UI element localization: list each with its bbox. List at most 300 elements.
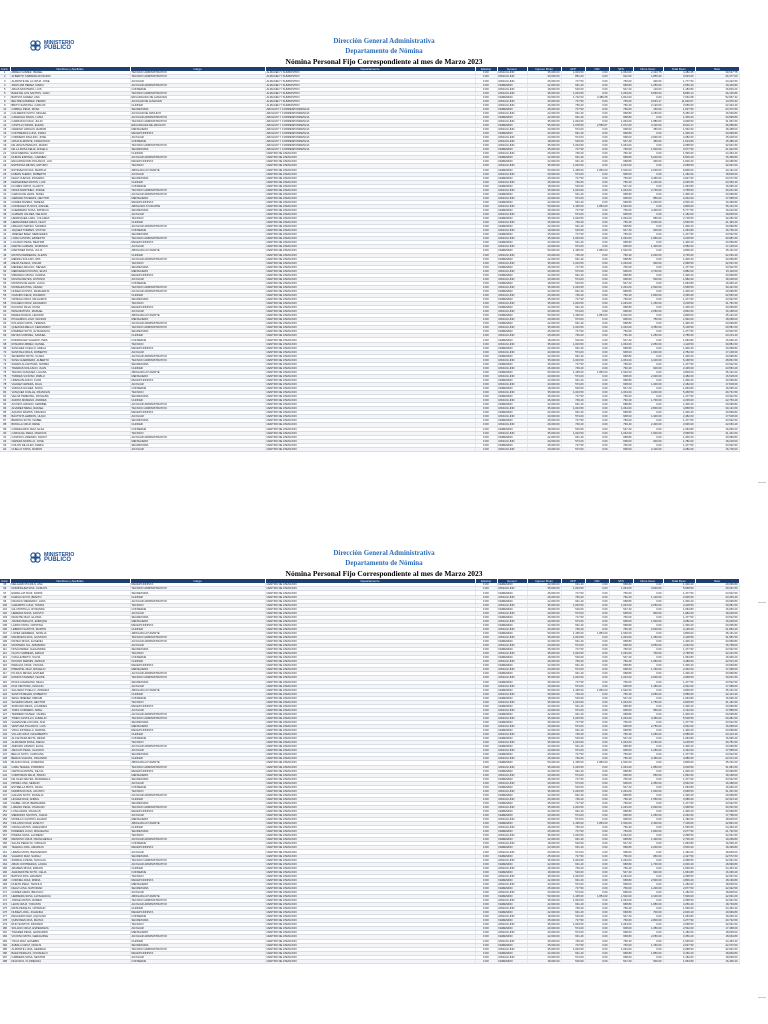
col-otros-desc: 2,150.00 bbox=[633, 741, 663, 745]
col-cargo: CHOFER bbox=[130, 221, 265, 225]
col-cargo: AUXILIAR bbox=[130, 213, 265, 217]
col-departamento: CENTRO DE ATENCION bbox=[265, 664, 475, 668]
col-sfs: 790.40 bbox=[609, 692, 633, 696]
col-isr: 0.00 bbox=[585, 136, 609, 140]
col-estatus: FIJO bbox=[475, 656, 497, 660]
col-cant: 147 bbox=[0, 793, 10, 797]
col-departamento: CENTRO DE ATENCION bbox=[265, 814, 475, 818]
col-cargo: TECNICO bbox=[130, 874, 265, 878]
col-afp: 631.40 bbox=[561, 306, 585, 310]
col-ingreso-bruto: 25,000.00 bbox=[527, 854, 561, 858]
col-cant: 174 bbox=[0, 903, 10, 907]
col-otros-desc: 0.00 bbox=[633, 931, 663, 935]
col-estatus: FIJO bbox=[475, 217, 497, 221]
col-total-desc: 1,563.80 bbox=[663, 959, 695, 963]
col-ingreso-bruto: 22,000.00 bbox=[527, 156, 561, 160]
col-isr: 0.00 bbox=[585, 87, 609, 91]
col-ingreso-bruto: 35,000.00 bbox=[527, 285, 561, 289]
col-isr: 0.00 bbox=[585, 749, 609, 753]
col-ingreso-bruto: 25,000.00 bbox=[527, 148, 561, 152]
col-isr: 0.00 bbox=[585, 245, 609, 249]
col-isr: 0.00 bbox=[585, 777, 609, 781]
col-sfs: 1,672.00 bbox=[609, 124, 633, 128]
col-cant: 99 bbox=[0, 599, 10, 603]
col-isr: 0.00 bbox=[585, 213, 609, 217]
col-cargo: TECNICO ADMINISTRATIVO bbox=[130, 144, 265, 148]
col-nombre: CONTRERAS LUNA, DIANA bbox=[10, 132, 130, 136]
col-neto-header: Neto bbox=[695, 67, 739, 71]
col-departamento: CENTRO DE ATENCION bbox=[265, 907, 475, 911]
col-isr: 0.00 bbox=[585, 107, 609, 111]
col-nombre: BAEZ PERALTA, CONSUELO bbox=[10, 951, 130, 955]
col-otros-desc: 0.00 bbox=[633, 354, 663, 358]
col-afp: 1,004.50 bbox=[561, 144, 585, 148]
col-isr: 0.00 bbox=[585, 443, 609, 447]
col-estatus: FIJO bbox=[475, 196, 497, 200]
col-estatus: FIJO bbox=[475, 761, 497, 765]
col-sfs: 668.80 bbox=[609, 257, 633, 261]
col-nombre: ORTEGA CRUZ, MILAGROS bbox=[10, 298, 130, 302]
col-isr: 0.00 bbox=[585, 640, 609, 644]
col-total-desc: 1,300.20 bbox=[663, 712, 695, 716]
col-cant: 33 bbox=[0, 200, 10, 204]
col-estatus: FIJO bbox=[475, 419, 497, 423]
col-neto: 16,936.20 bbox=[695, 696, 739, 700]
col-sfs: 760.00 bbox=[609, 591, 633, 595]
col-departamento: CENTRO DE ATENCION bbox=[265, 915, 475, 919]
col-afp: 1,004.50 bbox=[561, 676, 585, 680]
col-otros-desc: 850.00 bbox=[633, 196, 663, 200]
col-total-desc: 1,063.80 bbox=[663, 785, 695, 789]
col-genero: FEMENINO bbox=[497, 95, 527, 99]
payroll-table-2-container bbox=[0, 579, 739, 964]
col-departamento: CENTRO DE ATENCION bbox=[265, 383, 475, 387]
col-isr: 0.00 bbox=[585, 439, 609, 443]
col-ingreso-bruto: 18,000.00 bbox=[527, 338, 561, 342]
col-isr: 0.00 bbox=[585, 672, 609, 676]
col-cant: 108 bbox=[0, 636, 10, 640]
col-total-desc: 1,063.80 bbox=[663, 842, 695, 846]
col-cant: 57 bbox=[0, 298, 10, 302]
col-ingreso-bruto: 20,000.00 bbox=[527, 773, 561, 777]
col-cargo: AUXILIAR ADMINISTRATIVO bbox=[130, 354, 265, 358]
col-cargo: CHOFER bbox=[130, 826, 265, 830]
col-afp: 574.00 bbox=[561, 128, 585, 132]
col-genero: MASCULINO bbox=[497, 708, 527, 712]
col-otros-desc: 2,650.00 bbox=[633, 310, 663, 314]
col-otros-desc: 0.00 bbox=[633, 874, 663, 878]
col-isr: 0.00 bbox=[585, 656, 609, 660]
col-sfs: 547.20 bbox=[609, 184, 633, 188]
col-total-desc: 7,032.68 bbox=[663, 95, 695, 99]
col-neto: 16,518.00 bbox=[695, 374, 739, 378]
col-isr: 0.00 bbox=[585, 619, 609, 623]
col-nombre: MIRANDA OZUNA, KARINA bbox=[10, 273, 130, 277]
col-departamento: CENTRO DE ATENCION bbox=[265, 423, 475, 427]
col-otros-desc: 0.00 bbox=[633, 443, 663, 447]
col-cant: 182 bbox=[0, 935, 10, 939]
col-isr: 1,854.00 bbox=[585, 895, 609, 899]
col-departamento: CENTRO DE ATENCION bbox=[265, 866, 475, 870]
col-sfs: 760.00 bbox=[609, 298, 633, 302]
col-estatus: FIJO bbox=[475, 298, 497, 302]
col-afp: 1,004.50 bbox=[561, 119, 585, 123]
col-genero: MASCULINO bbox=[497, 180, 527, 184]
col-cargo: SECRETARIA bbox=[130, 330, 265, 334]
col-afp: 631.40 bbox=[561, 83, 585, 87]
col-cargo: ABOGADA AYUDANTE bbox=[130, 688, 265, 692]
col-nombre: TEJADA VASQUEZ, LILIANA bbox=[10, 370, 130, 374]
col-isr: 0.00 bbox=[585, 834, 609, 838]
col-neto: 29,581.50 bbox=[695, 326, 739, 330]
col-neto: 19,299.80 bbox=[695, 838, 739, 842]
col-isr: 0.00 bbox=[585, 882, 609, 886]
col-nombre: PICHARDO LUGO, WILSON bbox=[10, 318, 130, 322]
col-cant: 140 bbox=[0, 765, 10, 769]
col-cargo: SECRETARIA bbox=[130, 233, 265, 237]
col-isr: 0.00 bbox=[585, 753, 609, 757]
col-genero: FEMENINO bbox=[497, 878, 527, 882]
col-estatus: FIJO bbox=[475, 587, 497, 591]
col-afp: 717.50 bbox=[561, 830, 585, 834]
col-genero: FEMENINO bbox=[497, 403, 527, 407]
col-neto: 18,749.80 bbox=[695, 903, 739, 907]
col-cargo: AUXILIAR ADMINISTRATIVO bbox=[130, 672, 265, 676]
col-cant: 71 bbox=[0, 354, 10, 358]
col-total-desc: 1,300.20 bbox=[663, 273, 695, 277]
col-nombre: ARAUJO PEÑA, CLAUDIO bbox=[10, 749, 130, 753]
col-cargo: CONSERJE bbox=[130, 87, 265, 91]
col-otros-desc: 1,150.00 bbox=[633, 668, 663, 672]
col-ingreso-bruto: 25,000.00 bbox=[527, 79, 561, 83]
col-cant: 67 bbox=[0, 338, 10, 342]
col-nombre: DOMINGUEZ ROA, CARLOS bbox=[10, 587, 130, 591]
col-otros-desc: 1,150.00 bbox=[633, 943, 663, 947]
col-ingreso-bruto: 22,000.00 bbox=[527, 306, 561, 310]
col-genero: MASCULINO bbox=[497, 676, 527, 680]
col-neto: 45,191.00 bbox=[695, 249, 739, 253]
col-nombre: FERNANDEZ MATOS, LUIS bbox=[10, 180, 130, 184]
col-sfs: 1,064.00 bbox=[609, 652, 633, 656]
col-neto: 16,936.20 bbox=[695, 737, 739, 741]
col-cant: 68 bbox=[0, 342, 10, 346]
col-nombre: VALENZUELA ROJAS, ANA bbox=[10, 720, 130, 724]
col-total-desc: 3,568.50 bbox=[663, 431, 695, 435]
col-otros-desc: 0.00 bbox=[633, 314, 663, 318]
col-ingreso-bruto: 35,000.00 bbox=[527, 391, 561, 395]
col-isr: 0.00 bbox=[585, 366, 609, 370]
col-ingreso-bruto: 18,000.00 bbox=[527, 140, 561, 144]
col-isr: 0.00 bbox=[585, 818, 609, 822]
col-neto: 17,968.00 bbox=[695, 196, 739, 200]
col-total-desc: 3,482.00 bbox=[663, 374, 695, 378]
col-estatus: FIJO bbox=[475, 842, 497, 846]
col-afp: 1,004.50 bbox=[561, 217, 585, 221]
col-otros-desc: 0.00 bbox=[633, 583, 663, 587]
col-departamento: CENTRO DE ATENCION bbox=[265, 285, 475, 289]
col-isr: 0.00 bbox=[585, 354, 609, 358]
col-cargo: SECRETARIA bbox=[130, 148, 265, 152]
col-sfs: 1,520.00 bbox=[609, 204, 633, 208]
col-nombre: PINEDA SOSA, ALFREDO bbox=[10, 834, 130, 838]
col-ingreso-bruto: 35,000.00 bbox=[527, 874, 561, 878]
col-cant: 37 bbox=[0, 217, 10, 221]
col-afp: 717.50 bbox=[561, 176, 585, 180]
col-neto: 17,868.00 bbox=[695, 708, 739, 712]
col-neto: 18,499.80 bbox=[695, 846, 739, 850]
col-otros-desc: 2,120.00 bbox=[633, 103, 663, 107]
col-cant: 119 bbox=[0, 680, 10, 684]
col-nombre: OVALLE BRITO, SILVIA bbox=[10, 656, 130, 660]
col-cargo: SECRETARIA bbox=[130, 208, 265, 212]
col-estatus: FIJO bbox=[475, 330, 497, 334]
col-cargo: CONSERJE bbox=[130, 184, 265, 188]
col-sfs: 790.40 bbox=[609, 334, 633, 338]
col-afp-header: AFP bbox=[561, 579, 585, 583]
col-ingreso-bruto: 20,000.00 bbox=[527, 383, 561, 387]
col-cargo: TECNICO ADMINISTRATIVO bbox=[130, 407, 265, 411]
col-neto: 23,363.40 bbox=[695, 595, 739, 599]
col-departamento: CENTRO DE ATENCION bbox=[265, 213, 475, 217]
col-cargo: TECNICO bbox=[130, 603, 265, 607]
col-total-desc: 1,300.20 bbox=[663, 810, 695, 814]
col-total-desc: 1,300.20 bbox=[663, 664, 695, 668]
col-ingreso-bruto: 20,000.00 bbox=[527, 668, 561, 672]
col-cant: 123 bbox=[0, 696, 10, 700]
col-cant: 21 bbox=[0, 152, 10, 156]
col-departamento: CENTRO DE ATENCION bbox=[265, 403, 475, 407]
col-total-desc: 1,300.20 bbox=[663, 745, 695, 749]
col-nombre: LEBRON SANTOS, MARTIN bbox=[10, 627, 130, 631]
col-cant: 11 bbox=[0, 111, 10, 115]
col-genero: MASCULINO bbox=[497, 939, 527, 943]
col-cargo: AUXILIAR ADMINISTRATIVO bbox=[130, 935, 265, 939]
col-ingreso-bruto: 35,000.00 bbox=[527, 765, 561, 769]
col-nombre: CAMACHO RIVAS, LUISA bbox=[10, 115, 130, 119]
col-neto: 42,091.00 bbox=[695, 895, 739, 899]
col-departamento: CENTRO DE ATENCION bbox=[265, 923, 475, 927]
col-cant: 12 bbox=[0, 115, 10, 119]
col-ingreso-bruto: 18,000.00 bbox=[527, 959, 561, 963]
col-isr: 0.00 bbox=[585, 395, 609, 399]
col-otros-desc: 0.00 bbox=[633, 192, 663, 196]
col-nombre: HICHEZ DIAZ, ANIBAL bbox=[10, 797, 130, 801]
col-sfs: 1,064.00 bbox=[609, 407, 633, 411]
col-neto: 30,781.50 bbox=[695, 741, 739, 745]
col-isr: 0.00 bbox=[585, 427, 609, 431]
col-ingreso-bruto: 22,000.00 bbox=[527, 289, 561, 293]
col-ingreso-bruto: 22,000.00 bbox=[527, 951, 561, 955]
col-estatus: FIJO bbox=[475, 684, 497, 688]
col-ingreso-bruto: 25,000.00 bbox=[527, 777, 561, 781]
col-isr: 0.00 bbox=[585, 765, 609, 769]
col-neto: 23,522.50 bbox=[695, 615, 739, 619]
col-departamento: CENTRO DE ATENCION bbox=[265, 435, 475, 439]
col-cant: 29 bbox=[0, 184, 10, 188]
col-afp: 516.60 bbox=[561, 842, 585, 846]
col-total-desc: 5,450.20 bbox=[663, 111, 695, 115]
col-nombre: LUCIANO PEÑA, BEATRIZ bbox=[10, 241, 130, 245]
col-neto: 43,191.00 bbox=[695, 168, 739, 172]
col-estatus: FIJO bbox=[475, 346, 497, 350]
col-cargo: SECRETARIA bbox=[130, 919, 265, 923]
col-genero: FEMENINO bbox=[497, 107, 527, 111]
col-total-desc: 1,063.80 bbox=[663, 737, 695, 741]
table-row bbox=[0, 447, 739, 451]
col-isr: 0.00 bbox=[585, 704, 609, 708]
col-nombre: FAMILIA SOTO, BENITO bbox=[10, 595, 130, 599]
col-genero: MASCULINO bbox=[497, 342, 527, 346]
col-neto: 24,463.40 bbox=[695, 826, 739, 830]
col-ingreso-bruto: 22,000.00 bbox=[527, 810, 561, 814]
col-departamento: CENTRO DE ATENCION bbox=[265, 862, 475, 866]
col-nombre: BATISTA ROA, ERASMO bbox=[10, 874, 130, 878]
col-neto: 20,699.80 bbox=[695, 712, 739, 716]
col-estatus: FIJO bbox=[475, 668, 497, 672]
col-afp: 717.50 bbox=[561, 298, 585, 302]
col-total-desc: 2,677.50 bbox=[663, 886, 695, 890]
col-otros-desc: 700.00 bbox=[633, 652, 663, 656]
col-cargo: AUXILIAR bbox=[130, 749, 265, 753]
col-departamento: CENTRO DE ATENCION bbox=[265, 830, 475, 834]
col-neto: 20,699.80 bbox=[695, 435, 739, 439]
col-genero: FEMENINO bbox=[497, 354, 527, 358]
col-genero: FEMENINO bbox=[497, 745, 527, 749]
col-neto: 23,522.50 bbox=[695, 298, 739, 302]
col-nombre: RIVAS ALMANZAR, DELIA bbox=[10, 680, 130, 684]
col-cant-header: Cant. bbox=[1, 67, 9, 72]
col-total-desc: 1,182.00 bbox=[663, 172, 695, 176]
col-cargo: ABOGADA AYUDANTE bbox=[130, 314, 265, 318]
col-sfs: 608.00 bbox=[609, 213, 633, 217]
col-cargo: ENCARGADO DE ALMACEN bbox=[130, 95, 265, 99]
col-otros-desc: 0.00 bbox=[633, 745, 663, 749]
col-cant: 178 bbox=[0, 919, 10, 923]
col-estatus: FIJO bbox=[475, 615, 497, 619]
col-neto: 21,922.50 bbox=[695, 148, 739, 152]
col-total-desc: 1,063.80 bbox=[663, 656, 695, 660]
col-afp: 1,004.50 bbox=[561, 237, 585, 241]
col-genero: FEMENINO bbox=[497, 168, 527, 172]
col-isr: 0.00 bbox=[585, 943, 609, 947]
col-afp: 1,004.50 bbox=[561, 700, 585, 704]
col-ingreso-bruto: 25,000.00 bbox=[527, 943, 561, 947]
col-sfs: 760.00 bbox=[609, 148, 633, 152]
col-otros-desc: 1,350.00 bbox=[633, 636, 663, 640]
col-afp: 1,004.50 bbox=[561, 765, 585, 769]
col-afp: 717.50 bbox=[561, 720, 585, 724]
col-genero: FEMENINO bbox=[497, 124, 527, 128]
col-cant: 66 bbox=[0, 334, 10, 338]
col-total-desc: 1,477.50 bbox=[663, 801, 695, 805]
col-neto: 31,431.50 bbox=[695, 431, 739, 435]
col-afp: 1,435.00 bbox=[561, 688, 585, 692]
col-genero: MASCULINO bbox=[497, 152, 527, 156]
col-estatus: FIJO bbox=[475, 915, 497, 919]
col-cant: 137 bbox=[0, 753, 10, 757]
col-total-desc: 1,063.80 bbox=[663, 427, 695, 431]
col-total-desc: 1,300.20 bbox=[663, 729, 695, 733]
col-otros-desc: 0.00 bbox=[633, 680, 663, 684]
col-neto: 20,699.80 bbox=[695, 810, 739, 814]
col-nombre: CEPIN ALMONTE, DILCIA bbox=[10, 769, 130, 773]
col-afp: 631.40 bbox=[561, 862, 585, 866]
col-departamento: CENTRO DE ATENCION bbox=[265, 648, 475, 652]
col-otros-desc: 0.00 bbox=[633, 395, 663, 399]
col-isr: 0.00 bbox=[585, 160, 609, 164]
col-isr: 0.00 bbox=[585, 435, 609, 439]
col-nombre: QUIÑONES ROA, MAYRA bbox=[10, 919, 130, 923]
col-cargo: AUXILIAR bbox=[130, 684, 265, 688]
col-genero: FEMENINO bbox=[497, 911, 527, 915]
col-genero: FEMENINO bbox=[497, 115, 527, 119]
col-isr: 0.00 bbox=[585, 302, 609, 306]
col-departamento: CENTRO DE ATENCION bbox=[265, 447, 475, 451]
col-genero: MASCULINO bbox=[497, 684, 527, 688]
col-cargo: AUXILIAR bbox=[130, 890, 265, 894]
col-afp: 516.60 bbox=[561, 140, 585, 144]
col-isr: 1,854.00 bbox=[585, 168, 609, 172]
col-neto: 45,191.00 bbox=[695, 688, 739, 692]
col-total-desc: 1,300.20 bbox=[663, 346, 695, 350]
col-otros-desc: 1,400.00 bbox=[633, 245, 663, 249]
col-genero: FEMENINO bbox=[497, 814, 527, 818]
col-departamento: CENTRO DE ATENCION bbox=[265, 757, 475, 761]
col-total-desc: 1,263.80 bbox=[663, 229, 695, 233]
col-cargo: SECRETARIA bbox=[130, 107, 265, 111]
col-neto: 17,518.00 bbox=[695, 415, 739, 419]
col-nombre: MONTERO GIL, ARMANDO bbox=[10, 644, 130, 648]
col-total-desc: 4,136.60 bbox=[663, 627, 695, 631]
col-total-desc: 2,700.20 bbox=[663, 838, 695, 842]
col-afp: 574.00 bbox=[561, 668, 585, 672]
col-genero: MASCULINO bbox=[497, 858, 527, 862]
col-total-desc: 1,532.00 bbox=[663, 128, 695, 132]
col-otros-desc: 0.00 bbox=[633, 403, 663, 407]
col-otros-desc: 1,850.00 bbox=[633, 75, 663, 79]
col-genero: FEMENINO bbox=[497, 233, 527, 237]
col-afp: 746.20 bbox=[561, 423, 585, 427]
col-departamento: CENTRO DE ATENCION bbox=[265, 366, 475, 370]
col-departamento: ARCHIVO Y CORRESPONDENCIA bbox=[265, 148, 475, 152]
col-estatus: FIJO bbox=[475, 757, 497, 761]
col-sfs: 547.20 bbox=[609, 959, 633, 963]
col-cargo: CHOFER bbox=[130, 797, 265, 801]
col-departamento: CENTRO DE ATENCION bbox=[265, 753, 475, 757]
col-cargo: SECRETARIA bbox=[130, 720, 265, 724]
col-genero: FEMENINO bbox=[497, 785, 527, 789]
col-sfs: 790.40 bbox=[609, 757, 633, 761]
col-afp: 631.40 bbox=[561, 225, 585, 229]
col-genero: FEMENINO bbox=[497, 664, 527, 668]
col-ingreso-bruto: 18,000.00 bbox=[527, 427, 561, 431]
col-total-desc: 2,500.20 bbox=[663, 200, 695, 204]
col-isr: 0.00 bbox=[585, 399, 609, 403]
col-otros-desc: 1,600.00 bbox=[633, 789, 663, 793]
col-total-desc: 2,332.00 bbox=[663, 668, 695, 672]
col-afp: 516.60 bbox=[561, 87, 585, 91]
col-nombre: TINEO CASTILLO, AURELIO bbox=[10, 716, 130, 720]
col-estatus: FIJO bbox=[475, 237, 497, 241]
col-isr: 0.00 bbox=[585, 217, 609, 221]
col-nombre: OZUNA MATOS, GREGORIO bbox=[10, 826, 130, 830]
col-otros-desc: 0.00 bbox=[633, 818, 663, 822]
col-sfs: 608.00 bbox=[609, 439, 633, 443]
col-isr: 0.00 bbox=[585, 757, 609, 761]
col-genero: FEMENINO bbox=[497, 132, 527, 136]
col-otros-desc: 0.00 bbox=[633, 907, 663, 911]
col-cargo: CONSERJE bbox=[130, 959, 265, 963]
